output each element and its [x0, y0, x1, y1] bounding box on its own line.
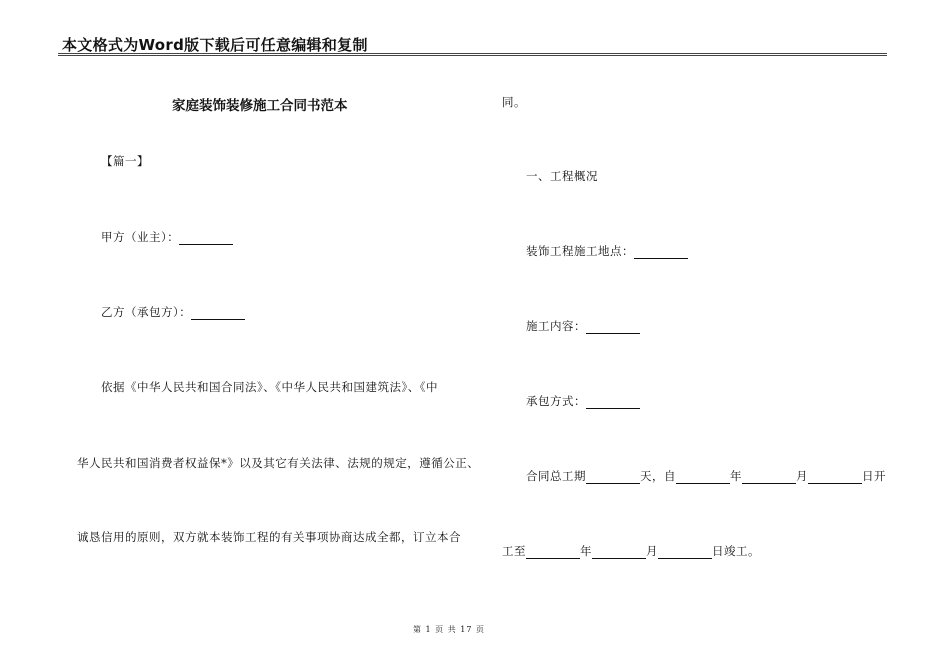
start-year-text: 年	[730, 469, 742, 483]
period-label: 合同总工期	[526, 469, 586, 483]
content-line	[526, 318, 640, 334]
content-blank	[586, 321, 640, 334]
end-day-blank	[658, 546, 712, 559]
party-b-blank	[191, 307, 245, 320]
header-divider	[58, 53, 887, 56]
party-a-line	[101, 229, 233, 245]
party-a-blank	[179, 232, 233, 245]
section-heading: 【篇一】	[101, 154, 149, 168]
paragraph-line-3: 诚恳信用的原则，双方就本装饰工程的有关事项协商达成全都，订立本合	[77, 530, 461, 544]
document-title: 家庭装饰装修施工合同书范本	[172, 98, 348, 114]
party-b-line	[101, 304, 245, 320]
start-year-blank	[676, 471, 730, 484]
document-header: 本文格式为Word版下载后可任意编辑和复制	[62, 36, 368, 54]
party-b-label: 乙方（承包方）：	[101, 305, 192, 319]
method-label: 承包方式：	[526, 394, 586, 408]
period-days-blank	[586, 471, 640, 484]
period-day-text: 天，自	[640, 469, 676, 483]
section-overview-heading: 一、工程概况	[526, 169, 598, 183]
paragraph-continuation: 同。	[502, 95, 526, 109]
start-month-blank	[742, 471, 796, 484]
start-day-blank	[808, 471, 862, 484]
end-date-line	[502, 543, 760, 559]
party-a-label: 甲方（业主）：	[101, 230, 180, 244]
method-blank	[586, 396, 640, 409]
period-line	[526, 468, 886, 484]
location-line	[526, 243, 688, 259]
end-label: 工至	[502, 544, 526, 558]
content-label: 施工内容：	[526, 319, 586, 333]
end-suffix-text: 日竣工。	[712, 544, 760, 558]
end-year-text: 年	[580, 544, 592, 558]
page-footer: 第 1 页 共 17 页	[413, 625, 485, 634]
end-year-blank	[526, 546, 580, 559]
location-label: 装饰工程施工地点：	[526, 244, 634, 258]
method-line	[526, 393, 640, 409]
start-month-text: 月	[796, 469, 808, 483]
end-month-text: 月	[646, 544, 658, 558]
end-month-blank	[592, 546, 646, 559]
location-blank	[634, 246, 688, 259]
start-day-text: 日开	[862, 469, 886, 483]
paragraph-line-2: 华人民共和国消费者权益保*》以及其它有关法律、法规的规定，遵循公正、	[77, 456, 480, 470]
paragraph-line-1: 依据《中华人民共和国合同法》、《中华人民共和国建筑法》、《中	[101, 380, 438, 394]
